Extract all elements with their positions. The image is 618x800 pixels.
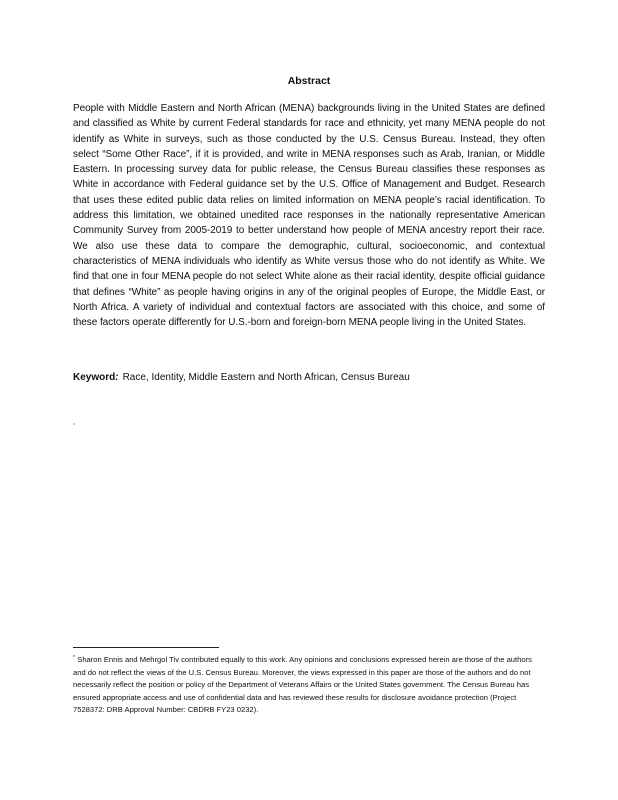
abstract-heading: Abstract <box>287 75 331 87</box>
stray-mark <box>73 423 75 425</box>
keywords-text: Race, Identity, Middle Eastern and North African, Census Bureau <box>122 372 410 383</box>
footnote <box>73 654 545 717</box>
keywords-line <box>73 371 545 385</box>
footnote-marker: * <box>73 655 76 661</box>
footnote-text: Sharon Ennis and Mehrgol Tiv contributed equally to this work. Any opinions and conclusions expressed herein are those of the authors and do not reflect the views of the U.S. Census Bureau. Moreover, the views expressed in this paper are those of the authors and do not necessarily reflect the position or policy of the Department of Veterans Affairs or the United States government. The Census Bureau has ensured appropriate access and use of confidential data and has reviewed these results for disclosure avoidance protection (Project 7528372: DRB Approval Number: CBDRB FY23 0232). <box>73 655 532 715</box>
footnote-separator <box>73 647 219 648</box>
abstract-paragraph: People with Middle Eastern and North African (MENA) backgrounds living in the United States are defined and classified as White by current Federal standards for race and ethnicity, yet many MENA people do not identify as White in surveys, such as those conducted by the U.S. Census Bureau. Instead, they often select “Some Other Race”, if it is provided, and write in MENA responses such as Arab, Iranian, or Middle Eastern. In processing survey data for public release, the Census Bureau classifies these responses as White in accordance with Federal guidance set by the U.S. Office of Management and Budget. Research that uses these edited public data relies on limited information on MENA people’s racial identification. To address this limitation, we obtained unedited race responses in the nationally representative American Community Survey from 2005-2019 to better understand how people of MENA ancestry report their race. We also use these data to compare the demographic, cultural, socioeconomic, and contextual characteristics of MENA individuals who identify as White versus those who do not identify as White. We find that one in four MENA people do not select White alone as their racial identity, despite official guidance that defines “White” as people having origins in any of the original peoples of Europe, the Middle East, or North Africa. A variety of individual and contextual factors are associated with this choice, and some of these factors operate differently for U.S.-born and foreign-born MENA people living in the United States. <box>73 103 545 329</box>
keywords-colon: : <box>115 372 119 383</box>
keywords-label: Keyword <box>73 372 116 383</box>
